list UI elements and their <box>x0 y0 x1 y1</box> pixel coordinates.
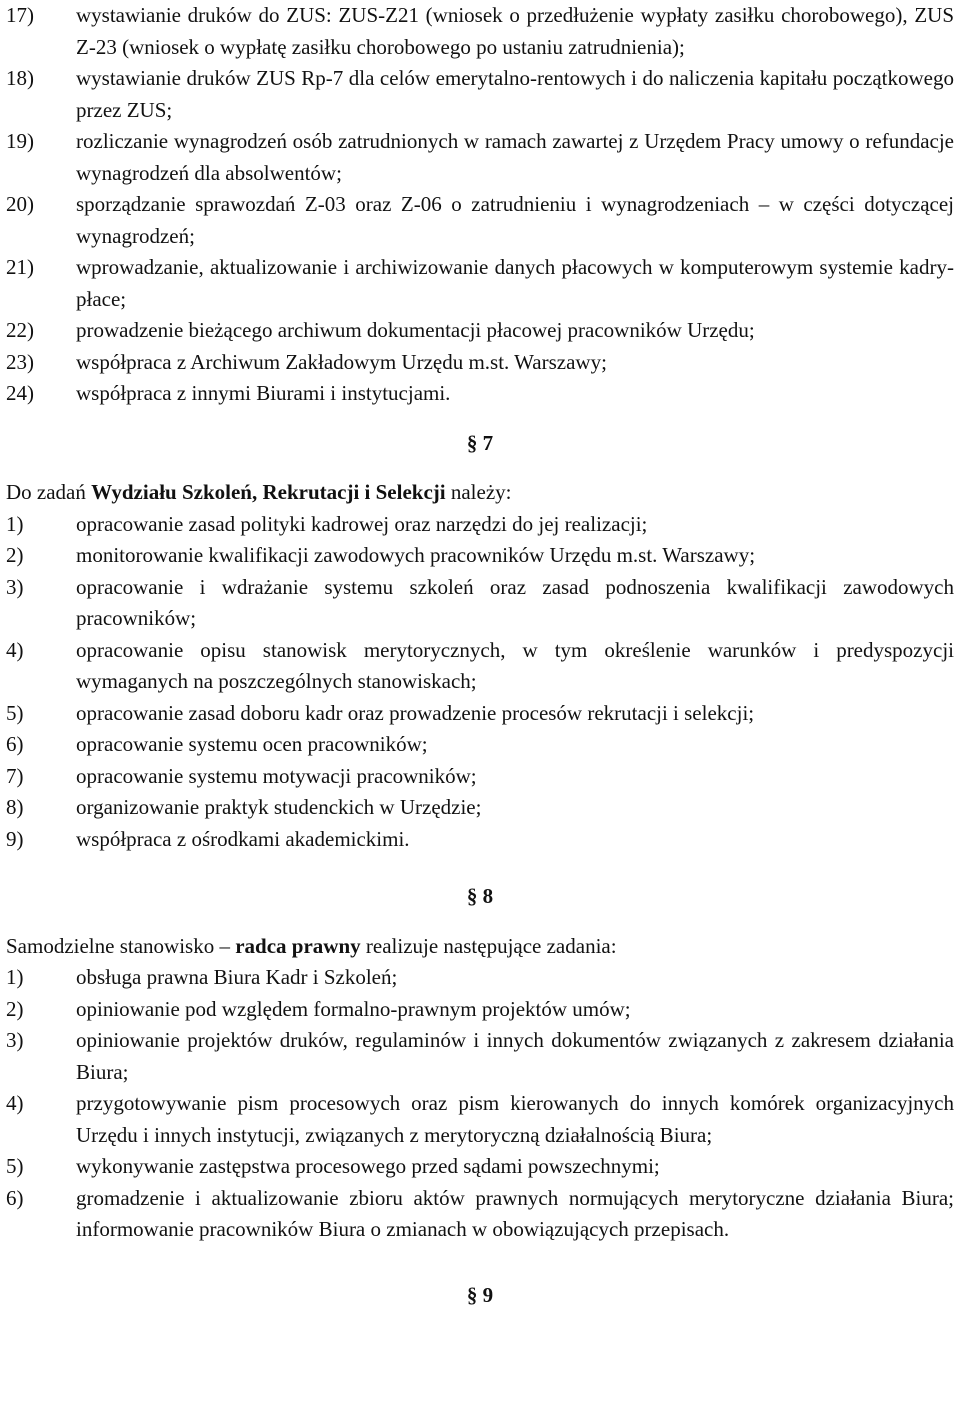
department-name: Wydziału Szkoleń, Rekrutacji i Selekcji <box>91 480 446 504</box>
item-number: 3) <box>6 574 24 599</box>
list-item <box>6 1088 954 1151</box>
item-text: opracowanie zasad doboru kadr oraz prowadzenie procesów rekrutacji i selekcji; <box>76 700 755 725</box>
list-item <box>6 824 954 856</box>
item-text: współpraca z Archiwum Zakładowym Urzędu m.st. Warszawy; <box>76 349 607 374</box>
item-number: 19) <box>6 129 34 153</box>
list-item <box>6 1151 954 1183</box>
item-text: opracowanie opisu stanowisk merytorycznych, w tym określenie warunków i predyspozycji wymaganych na poszczególnych stanowiskach; <box>76 637 954 693</box>
item-number: 9) <box>6 826 24 851</box>
list-item <box>6 509 954 541</box>
item-number: 1) <box>6 511 24 536</box>
item-number: 18) <box>6 66 34 90</box>
item-number: 6) <box>6 732 24 756</box>
list-item <box>6 315 954 347</box>
item-text: przygotowywanie pism procesowych oraz pism kierowanych do innych komórek organizacyjnych Urzędu i innych instytucji, związanych z merytoryczną działalnością Biura; <box>76 1091 954 1147</box>
item-number: 6) <box>6 1185 24 1210</box>
item-text: wprowadzanie, aktualizowanie i archiwizowanie danych płacowych w komputerowym systemie kadry-płace; <box>76 255 954 311</box>
item-number: 22) <box>6 318 34 342</box>
item-text: opracowanie i wdrażanie systemu szkoleń oraz zasad podnoszenia kwalifikacji zawodowych pracowników; <box>76 574 954 630</box>
item-number: 21) <box>6 255 34 279</box>
item-number: 1) <box>6 965 24 989</box>
item-text: współpraca z innymi Biurami i instytucjami. <box>76 381 451 405</box>
list-item <box>6 540 954 572</box>
item-text: obsługa prawna Biura Kadr i Szkoleń; <box>76 965 398 989</box>
item-text: monitorowanie kwalifikacji zawodowych pracowników Urzędu m.st. Warszawy; <box>76 543 756 567</box>
item-text: opracowanie systemu motywacji pracowników; <box>76 763 477 788</box>
item-text: wystawianie druków ZUS Rp-7 dla celów emerytalno-rentowych i do naliczenia kapitału początkowego przez ZUS; <box>76 66 954 122</box>
item-text: opracowanie zasad polityki kadrowej oraz narzędzi do jej realizacji; <box>76 511 648 536</box>
list-item <box>6 1183 954 1246</box>
item-number: 8) <box>6 795 24 819</box>
item-number: 5) <box>6 1154 24 1178</box>
item-number: 2) <box>6 543 24 567</box>
item-number: 2) <box>6 996 24 1021</box>
item-text: wystawianie druków do ZUS: ZUS-Z21 (wniosek o przedłużenie wypłaty zasiłku chorobowego), ZUS Z-23 (wniosek o wypłatę zasiłku chorobowego po ustaniu zatrudnienia); <box>76 3 954 59</box>
list-item <box>6 729 954 761</box>
list-item <box>6 63 954 126</box>
list-item <box>6 761 954 793</box>
list-item <box>6 0 954 63</box>
section-7-task-list <box>6 509 954 856</box>
item-text: współpraca z ośrodkami akademickimi. <box>76 826 410 851</box>
section-8-task-list <box>6 962 954 1246</box>
section-8-intro <box>6 931 954 963</box>
intro-text: należy: <box>445 480 512 504</box>
list-item <box>6 1025 954 1088</box>
section-7-intro <box>6 477 954 509</box>
list-item <box>6 698 954 730</box>
section-heading-9: § 9 <box>466 1282 494 1307</box>
item-text: wykonywanie zastępstwa procesowego przed sądami powszechnymi; <box>76 1154 660 1178</box>
item-text: rozliczanie wynagrodzeń osób zatrudnionych w ramach zawartej z Urzędem Pracy umowy o refundacje wynagrodzeń dla absolwentów; <box>76 129 954 185</box>
position-name: radca prawny <box>235 933 361 958</box>
item-text: prowadzenie bieżącego archiwum dokumentacji płacowej pracowników Urzędu; <box>76 318 755 342</box>
item-text: sporządzanie sprawozdań Z-03 oraz Z-06 o zatrudnieniu i wynagrodzeniach – w części dotyczącej wynagrodzeń; <box>76 192 954 248</box>
item-number: 7) <box>6 763 24 788</box>
item-text: gromadzenie i aktualizowanie zbioru aktów prawnych normujących merytoryczne działania Biura; informowanie pracowników Biura o zmianach w obowiązujących przepisach. <box>76 1185 954 1241</box>
list-item <box>6 189 954 252</box>
section-heading-7: § 7 <box>466 430 494 455</box>
item-number: 24) <box>6 381 34 405</box>
list-item <box>6 126 954 189</box>
intro-text: Do zadań <box>6 480 92 504</box>
item-number: 4) <box>6 637 24 662</box>
item-text: opracowanie systemu ocen pracowników; <box>76 732 428 756</box>
list-item <box>6 378 954 410</box>
list-item <box>6 252 954 315</box>
item-text: organizowanie praktyk studenckich w Urzędzie; <box>76 795 482 819</box>
list-item <box>6 572 954 635</box>
item-number: 5) <box>6 700 24 725</box>
item-number: 23) <box>6 349 34 374</box>
list-item <box>6 962 954 994</box>
list-item <box>6 635 954 698</box>
item-number: 4) <box>6 1091 24 1115</box>
item-number: 20) <box>6 192 34 216</box>
intro-text: realizuje następujące zadania: <box>360 933 617 958</box>
intro-text: Samodzielne stanowisko – <box>6 933 236 958</box>
list-item <box>6 792 954 824</box>
list-item <box>6 994 954 1026</box>
list-item <box>6 347 954 379</box>
task-list-continued <box>6 0 954 410</box>
item-text: opiniowanie pod względem formalno-prawnym projektów umów; <box>76 996 631 1021</box>
item-number: 17) <box>6 3 34 27</box>
item-text: opiniowanie projektów druków, regulaminów i innych dokumentów związanych z zakresem działania Biura; <box>76 1028 954 1084</box>
section-heading-8: § 8 <box>466 884 494 908</box>
item-number: 3) <box>6 1028 24 1052</box>
